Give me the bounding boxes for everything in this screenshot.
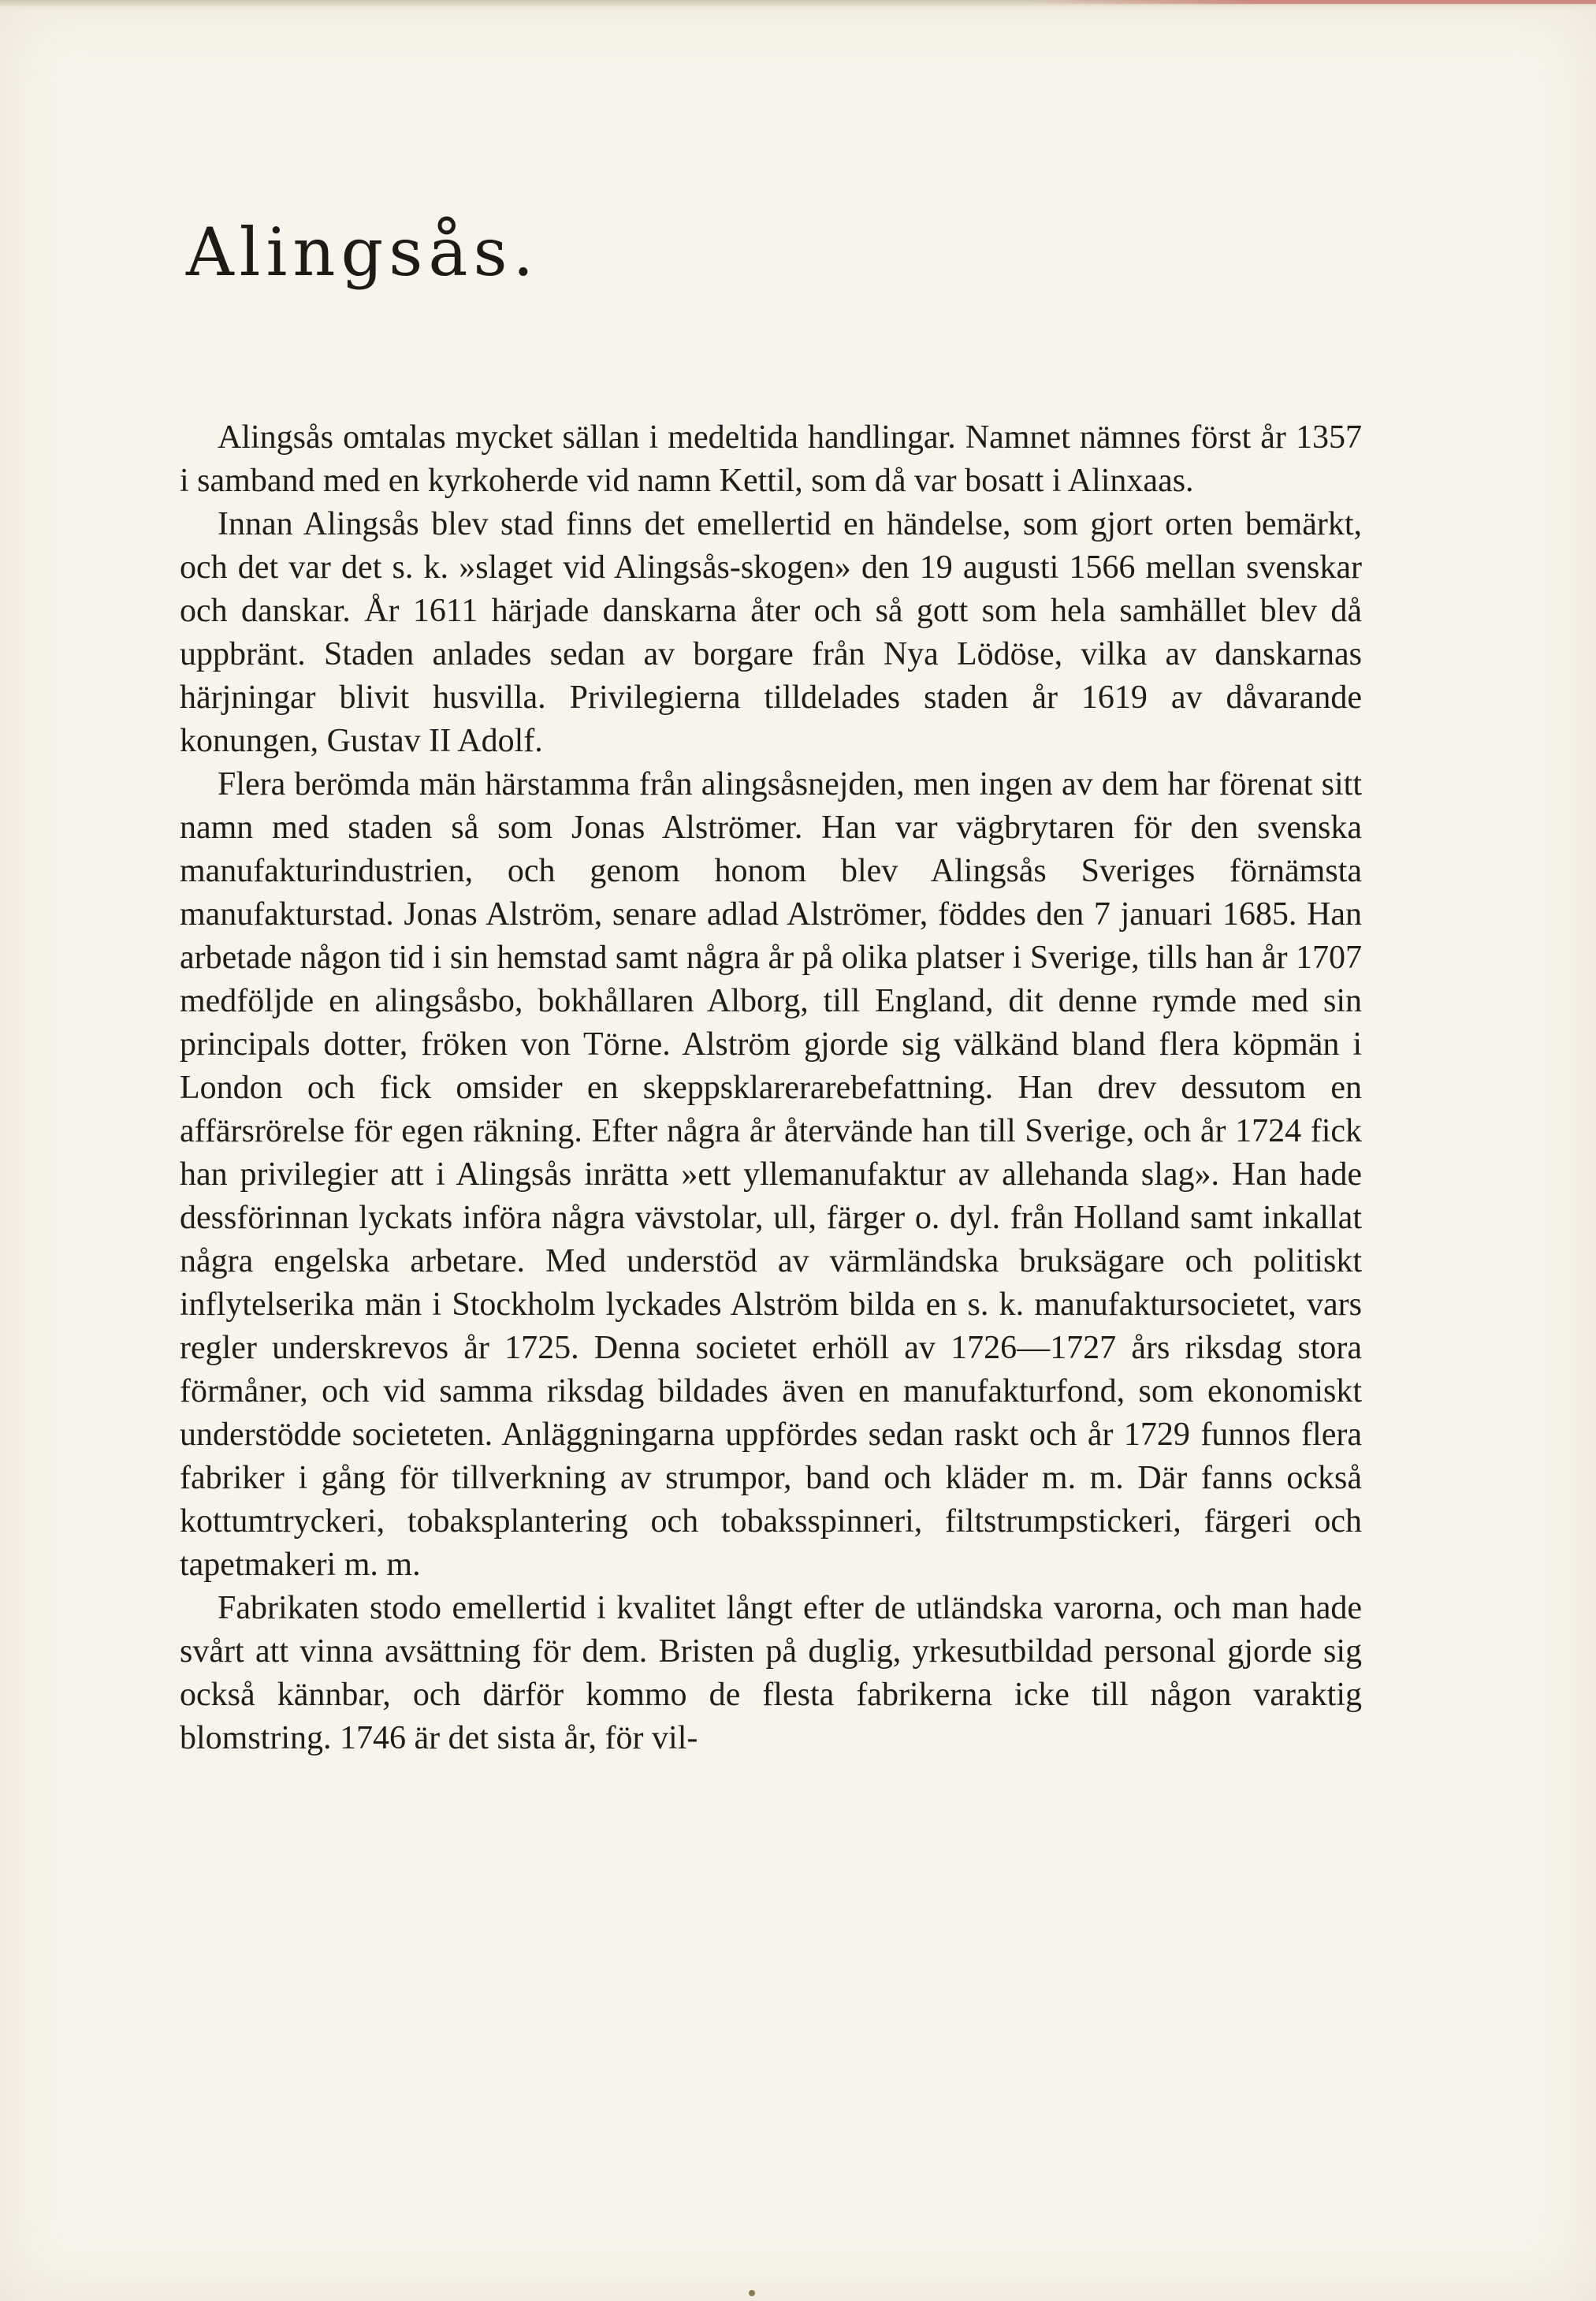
- body-text: [180, 416, 1362, 1760]
- page-bottom-mark: [749, 2290, 755, 2296]
- paragraph-4: Fabrikaten stodo emellertid i kvalitet långt efter de utländska varorna, och man hade svårt att vinna avsättning för dem. Bristen på duglig, yrkesutbildad personal gjorde sig också kännbar, och därför kommo de flesta fabrikerna icke till någon varaktig blomstring. 1746 är det sista år, för vil-: [180, 1590, 1362, 1756]
- paragraph-1: Alingsås omtalas mycket sällan i medeltida handlingar. Namnet nämnes först år 1357 i samband med en kyrkoherde vid namn Kettil, som då var bosatt i Alinxaas.: [180, 419, 1362, 499]
- paragraph-2: Innan Alingsås blev stad finns det emellertid en händelse, som gjort orten bemärkt, och det var det s. k. »slaget vid Alingsås-skogen» den 19 augusti 1566 mellan svenskar och danskar. År 1611 härjade danskarna åter och så gott som hela samhället blev då uppbränt. Staden anlades sedan av borgare från Nya Lödöse, vilka av danskarnas härjningar blivit husvilla. Privilegierna tilldelades staden år 1619 av dåvarande konungen, Gustav II Adolf.: [180, 506, 1362, 759]
- page-edge-mark: [1029, 0, 1596, 4]
- page-title: Alingsås.: [186, 214, 540, 291]
- paragraph-3: Flera berömda män härstamma från alingsåsnejden, men ingen av dem har förenat sitt namn med staden så som Jonas Alströmer. Han var vägbrytaren för den svenska manufakturindustrien, och genom honom blev Alingsås Sveriges förnämsta manufakturstad. Jonas Alström, senare adlad Alströmer, föddes den 7 januari 1685. Han arbetade någon tid i sin hemstad samt några år på olika platser i Sverige, tills han år 1707 medföljde en alingsåsbo, bokhållaren Alborg, till England, dit denne rymde med sin principals dotter, fröken von Törne. Alström gjorde sig välkänd bland flera köpmän i London och fick omsider en skeppsklarerarebefattning. Han drev dessutom en affärsrörelse för egen räkning. Efter några år återvände han till Sverige, och år 1724 fick han privilegier att i Alingsås inrätta »ett yllemanufaktur av allehanda slag». Han hade dessförinnan lyckats införa några vävstolar, ull, färger o. dyl. från Holland samt inkallat några engelska arbetare. Med understöd av värmländska bruksägare och politiskt inflytelserika män i Stockholm lyckades Alström bilda en s. k. manufaktursocietet, vars regler underskrevos år 1725. Denna societet erhöll av 1726—1727 års riksdag stora förmåner, och vid samma riksdag bildades även en manufakturfond, som ekonomiskt understödde societeten. Anläggningarna uppfördes sedan raskt och år 1729 funnos flera fabriker i gång för tillverkning av strumpor, band och kläder m. m. Där fanns också kottumtryckeri, tobaksplantering och tobaksspinneri, filtstrumpstickeri, färgeri och tapetmakeri m. m.: [180, 766, 1362, 1583]
